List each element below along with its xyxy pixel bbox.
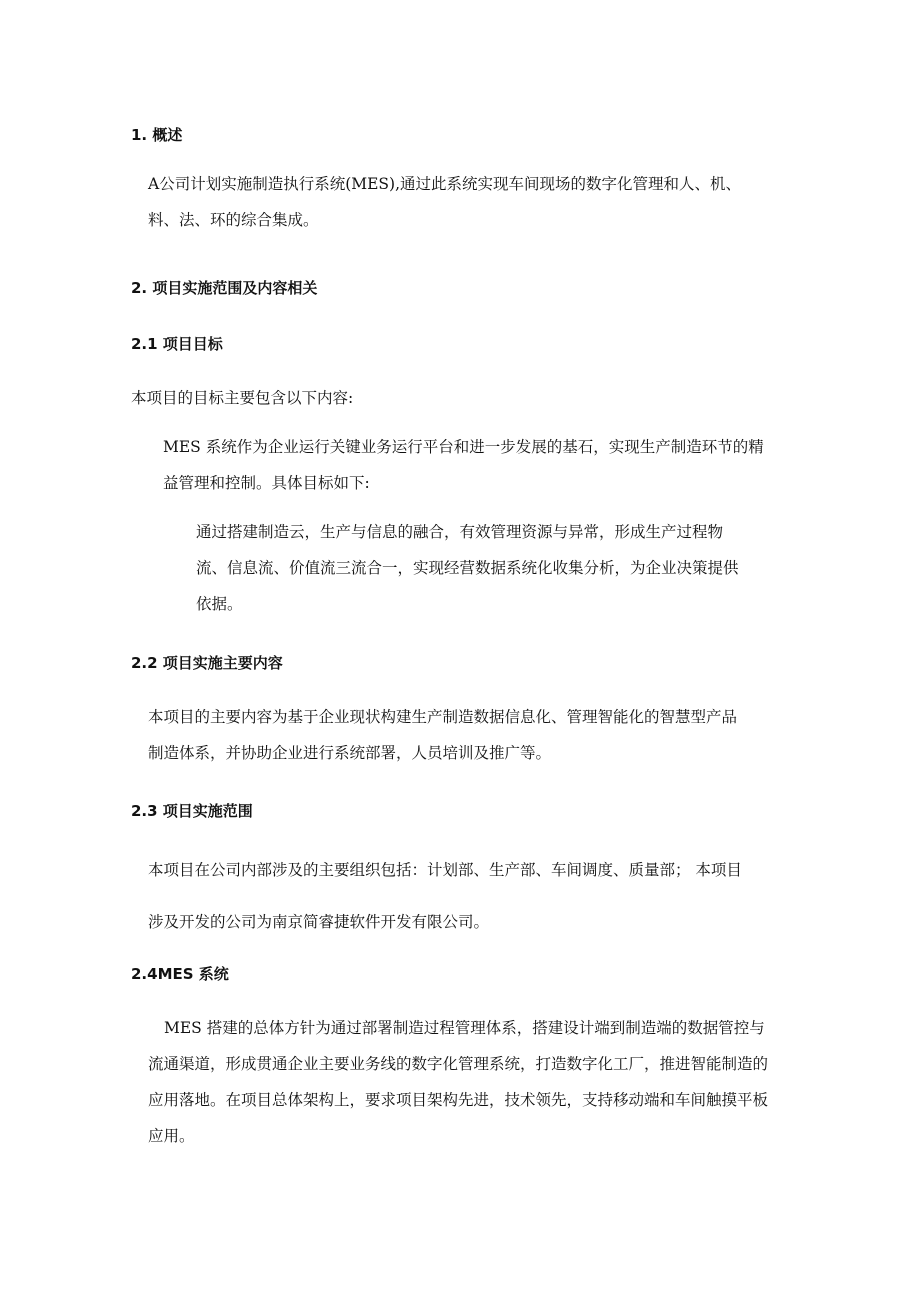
section-2-1-para-line-1: MES 系统作为企业运行关键业务运行平台和进一步发展的基石，实现生产制造环节的精 [163, 438, 764, 456]
section-2-2-line-1: 本项目的主要内容为基于企业现状构建生产制造数据信息化、管理智能化的智慧型产品 [148, 708, 738, 726]
section-2-1-sub-paragraph [196, 514, 739, 622]
section-2-heading: 2. 项目实施范围及内容相关 [131, 279, 318, 297]
section-2-1-intro: 本项目的目标主要包含以下内容: [131, 389, 354, 407]
section-2-4-line-2: 流通渠道，形成贯通企业主要业务线的数字化管理系统，打造数字化工厂，推进智能制造的 [148, 1055, 769, 1073]
section-2-2-line-2: 制造体系，并协助企业进行系统部署，人员培训及推广等。 [148, 744, 552, 762]
section-2-4-paragraph [148, 1010, 768, 1154]
section-2-3-line-2: 涉及开发的公司为南京简睿捷软件开发有限公司。 [148, 913, 490, 931]
section-1-paragraph [148, 166, 741, 238]
section-2-1-heading: 2.1 项目目标 [131, 335, 223, 353]
section-2-2-paragraph [148, 699, 737, 771]
section-2-3-heading: 2.3 项目实施范围 [131, 802, 253, 820]
section-2-1-sub-line-2: 流、信息流、价值流三流合一，实现经营数据系统化收集分析，为企业决策提供 [196, 559, 739, 577]
section-1-heading: 1. 概述 [131, 126, 183, 144]
section-2-4-line-3: 应用落地。在项目总体架构上，要求项目架构先进，技术领先，支持移动端和车间触摸平板 [148, 1091, 769, 1109]
section-1-line-2: 料、法、环的综合集成。 [148, 211, 319, 229]
section-2-3-line-1: 本项目在公司内部涉及的主要组织包括：计划部、生产部、车间调度、质量部； 本项目 [148, 861, 742, 879]
section-2-1-sub-line-1: 通过搭建制造云，生产与信息的融合，有效管理资源与异常，形成生产过程物 [196, 523, 724, 541]
section-2-4-line-4: 应用。 [148, 1127, 195, 1145]
section-2-1-paragraph [163, 429, 764, 501]
section-2-3-paragraph [148, 844, 742, 948]
section-2-4-heading: 2.4MES 系统 [131, 965, 229, 983]
section-1-line-1: A公司计划实施制造执行系统(MES),通过此系统实现车间现场的数字化管理和人、机、 [148, 175, 742, 193]
section-2-2-heading: 2.2 项目实施主要内容 [131, 654, 283, 672]
section-2-1-sub-line-3: 依据。 [196, 595, 243, 613]
section-2-4-line-1: MES 搭建的总体方针为通过部署制造过程管理体系，搭建设计端到制造端的数据管控与 [164, 1019, 765, 1037]
section-2-1-para-line-2: 益管理和控制。具体目标如下: [163, 474, 370, 492]
